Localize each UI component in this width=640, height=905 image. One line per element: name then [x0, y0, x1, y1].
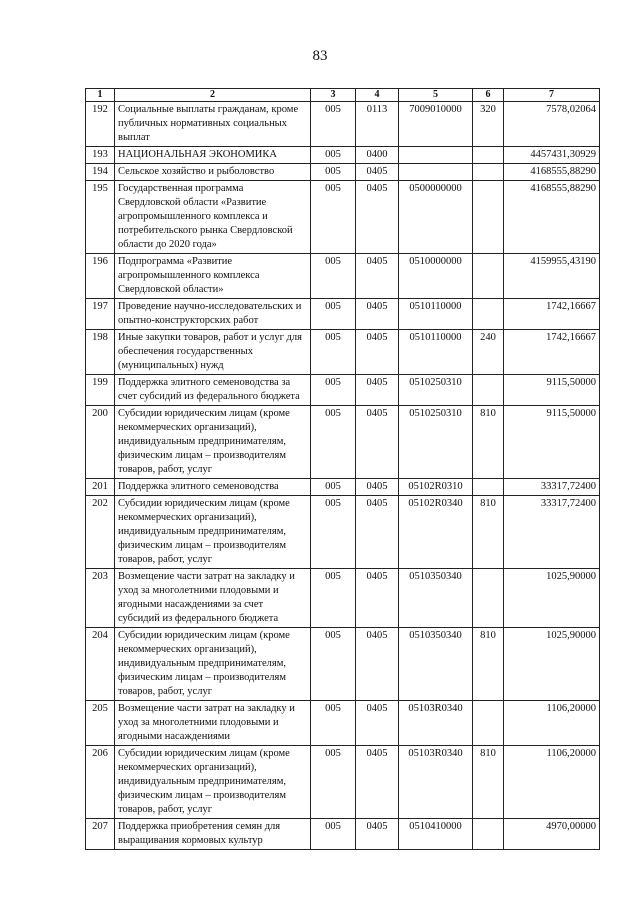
row-expense-type-cell — [473, 254, 504, 299]
row-ministry-code-cell: 005 — [311, 496, 356, 569]
row-number-cell: 202 — [86, 496, 115, 569]
row-number-cell: 193 — [86, 147, 115, 164]
row-number-cell: 196 — [86, 254, 115, 299]
row-number-cell: 201 — [86, 479, 115, 496]
table-row — [86, 819, 600, 850]
row-target-code-cell: 0510110000 — [399, 330, 473, 375]
row-name-cell: Поддержка элитного семеноводства — [115, 479, 311, 496]
row-amount-cell: 1742,16667 — [504, 299, 600, 330]
row-target-code-cell — [399, 147, 473, 164]
row-number-cell: 200 — [86, 406, 115, 479]
row-section-code-cell: 0405 — [356, 164, 399, 181]
row-target-code-cell: 0510350340 — [399, 569, 473, 628]
row-name-cell: Подпрограмма «Развитие агропромышленного комплекса Свердловской области» — [115, 254, 311, 299]
column-header: 4 — [356, 89, 399, 102]
table-row — [86, 496, 600, 569]
row-target-code-cell: 0510410000 — [399, 819, 473, 850]
row-name-cell: Сельское хозяйство и рыболовство — [115, 164, 311, 181]
row-amount-cell: 9115,50000 — [504, 375, 600, 406]
table-row — [86, 330, 600, 375]
row-number-cell: 205 — [86, 701, 115, 746]
row-name-cell: НАЦИОНАЛЬНАЯ ЭКОНОМИКА — [115, 147, 311, 164]
table-row — [86, 147, 600, 164]
table-header-row — [86, 89, 600, 102]
row-ministry-code-cell: 005 — [311, 479, 356, 496]
table-row — [86, 254, 600, 299]
column-header: 5 — [399, 89, 473, 102]
row-section-code-cell: 0405 — [356, 375, 399, 406]
row-target-code-cell: 0500000000 — [399, 181, 473, 254]
row-section-code-cell: 0405 — [356, 254, 399, 299]
row-amount-cell: 33317,72400 — [504, 479, 600, 496]
row-number-cell: 195 — [86, 181, 115, 254]
row-target-code-cell — [399, 164, 473, 181]
row-amount-cell: 4168555,88290 — [504, 181, 600, 254]
row-ministry-code-cell: 005 — [311, 406, 356, 479]
row-section-code-cell: 0405 — [356, 819, 399, 850]
row-name-cell: Поддержка приобретения семян для выращивания кормовых культур — [115, 819, 311, 850]
row-amount-cell: 1025,90000 — [504, 569, 600, 628]
table-row — [86, 479, 600, 496]
row-section-code-cell: 0405 — [356, 299, 399, 330]
row-target-code-cell: 0510350340 — [399, 628, 473, 701]
row-expense-type-cell — [473, 375, 504, 406]
row-section-code-cell: 0405 — [356, 181, 399, 254]
row-number-cell: 194 — [86, 164, 115, 181]
row-target-code-cell: 05103R0340 — [399, 746, 473, 819]
row-expense-type-cell — [473, 181, 504, 254]
row-section-code-cell: 0405 — [356, 496, 399, 569]
row-number-cell: 207 — [86, 819, 115, 850]
row-name-cell: Возмещение части затрат на закладку и уход за многолетними плодовыми и ягодными насаждениями за счет субсидий из федерального бюджета — [115, 569, 311, 628]
table-row — [86, 164, 600, 181]
row-target-code-cell: 0510110000 — [399, 299, 473, 330]
row-target-code-cell: 7009010000 — [399, 102, 473, 147]
table-body — [86, 102, 600, 850]
row-target-code-cell: 0510000000 — [399, 254, 473, 299]
column-header: 7 — [504, 89, 600, 102]
row-amount-cell: 4159955,43190 — [504, 254, 600, 299]
row-amount-cell: 1106,20000 — [504, 701, 600, 746]
row-number-cell: 204 — [86, 628, 115, 701]
row-number-cell: 197 — [86, 299, 115, 330]
row-expense-type-cell: 810 — [473, 628, 504, 701]
row-name-cell: Возмещение части затрат на закладку и уход за многолетними плодовыми и ягодными насаждениями — [115, 701, 311, 746]
row-name-cell: Иные закупки товаров, работ и услуг для обеспечения государственных (муниципальных) нужд — [115, 330, 311, 375]
column-header: 3 — [311, 89, 356, 102]
row-amount-cell: 9115,50000 — [504, 406, 600, 479]
row-amount-cell: 4457431,30929 — [504, 147, 600, 164]
row-expense-type-cell: 810 — [473, 746, 504, 819]
row-name-cell: Социальные выплаты гражданам, кроме публичных нормативных социальных выплат — [115, 102, 311, 147]
row-name-cell: Проведение научно-исследовательских и опытно-конструкторских работ — [115, 299, 311, 330]
row-ministry-code-cell: 005 — [311, 628, 356, 701]
table-row — [86, 299, 600, 330]
row-section-code-cell: 0400 — [356, 147, 399, 164]
row-ministry-code-cell: 005 — [311, 819, 356, 850]
row-number-cell: 199 — [86, 375, 115, 406]
table-row — [86, 569, 600, 628]
row-amount-cell: 4970,00000 — [504, 819, 600, 850]
table-row — [86, 181, 600, 254]
budget-table — [85, 88, 600, 850]
row-name-cell: Поддержка элитного семеноводства за счет субсидий из федерального бюджета — [115, 375, 311, 406]
row-ministry-code-cell: 005 — [311, 299, 356, 330]
row-section-code-cell: 0405 — [356, 479, 399, 496]
row-number-cell: 192 — [86, 102, 115, 147]
row-ministry-code-cell: 005 — [311, 254, 356, 299]
row-expense-type-cell — [473, 164, 504, 181]
row-amount-cell: 1742,16667 — [504, 330, 600, 375]
column-header: 6 — [473, 89, 504, 102]
row-target-code-cell: 0510250310 — [399, 375, 473, 406]
row-ministry-code-cell: 005 — [311, 746, 356, 819]
row-target-code-cell: 05103R0340 — [399, 701, 473, 746]
row-amount-cell: 1106,20000 — [504, 746, 600, 819]
row-ministry-code-cell: 005 — [311, 164, 356, 181]
row-target-code-cell: 05102R0340 — [399, 496, 473, 569]
row-amount-cell: 7578,02064 — [504, 102, 600, 147]
row-expense-type-cell: 240 — [473, 330, 504, 375]
row-name-cell: Субсидии юридическим лицам (кроме некоммерческих организаций), индивидуальным предпринимателям, физическим лицам – производителям товаров, работ, услуг — [115, 496, 311, 569]
row-expense-type-cell — [473, 701, 504, 746]
page-number: 83 — [312, 48, 328, 64]
row-expense-type-cell: 810 — [473, 496, 504, 569]
row-ministry-code-cell: 005 — [311, 181, 356, 254]
row-ministry-code-cell: 005 — [311, 102, 356, 147]
row-expense-type-cell — [473, 147, 504, 164]
row-amount-cell: 33317,72400 — [504, 496, 600, 569]
row-number-cell: 206 — [86, 746, 115, 819]
table-row — [86, 375, 600, 406]
row-section-code-cell: 0405 — [356, 628, 399, 701]
column-header: 1 — [86, 89, 115, 102]
row-expense-type-cell: 810 — [473, 406, 504, 479]
row-ministry-code-cell: 005 — [311, 375, 356, 406]
row-ministry-code-cell: 005 — [311, 147, 356, 164]
row-section-code-cell: 0113 — [356, 102, 399, 147]
row-section-code-cell: 0405 — [356, 701, 399, 746]
row-name-cell: Субсидии юридическим лицам (кроме некоммерческих организаций), индивидуальным предпринимателям, физическим лицам – производителям товаров, работ, услуг — [115, 746, 311, 819]
row-section-code-cell: 0405 — [356, 330, 399, 375]
row-expense-type-cell — [473, 569, 504, 628]
row-target-code-cell: 05102R0310 — [399, 479, 473, 496]
table-row — [86, 628, 600, 701]
row-target-code-cell: 0510250310 — [399, 406, 473, 479]
row-amount-cell: 4168555,88290 — [504, 164, 600, 181]
row-name-cell: Субсидии юридическим лицам (кроме некоммерческих организаций), индивидуальным предпринимателям, физическим лицам – производителям товаров, работ, услуг — [115, 628, 311, 701]
row-section-code-cell: 0405 — [356, 406, 399, 479]
row-amount-cell: 1025,90000 — [504, 628, 600, 701]
row-name-cell: Государственная программа Свердловской области «Развитие агропромышленного комплекса и потребительского рынка Свердловской области до 2020 года» — [115, 181, 311, 254]
table-row — [86, 701, 600, 746]
row-number-cell: 198 — [86, 330, 115, 375]
row-expense-type-cell — [473, 299, 504, 330]
row-expense-type-cell — [473, 479, 504, 496]
row-name-cell: Субсидии юридическим лицам (кроме некоммерческих организаций), индивидуальным предпринимателям, физическим лицам – производителям товаров, работ, услуг — [115, 406, 311, 479]
row-ministry-code-cell: 005 — [311, 569, 356, 628]
row-expense-type-cell — [473, 819, 504, 850]
row-section-code-cell: 0405 — [356, 746, 399, 819]
table-row — [86, 406, 600, 479]
row-number-cell: 203 — [86, 569, 115, 628]
table-row — [86, 746, 600, 819]
row-ministry-code-cell: 005 — [311, 330, 356, 375]
row-section-code-cell: 0405 — [356, 569, 399, 628]
row-ministry-code-cell: 005 — [311, 701, 356, 746]
table-row — [86, 102, 600, 147]
row-expense-type-cell: 320 — [473, 102, 504, 147]
column-header: 2 — [115, 89, 311, 102]
